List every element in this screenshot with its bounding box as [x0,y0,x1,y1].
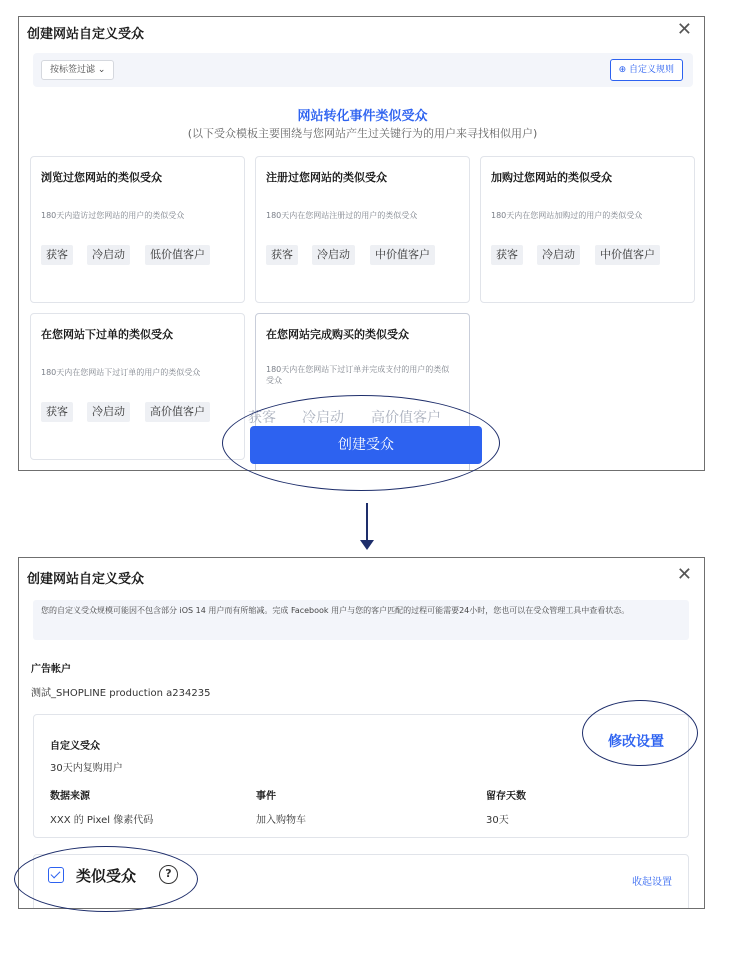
template-card-browse[interactable] [30,156,245,303]
template-card-register[interactable] [255,156,470,303]
card-title: 注册过您网站的类似受众 [266,171,387,184]
close-icon[interactable]: ✕ [676,19,692,40]
tag: 中价值客户 [370,245,435,265]
highlight-ellipse-create [222,395,500,491]
faded-tag: 获客 [248,410,276,426]
card-title: 加购过您网站的类似受众 [491,171,612,184]
template-card-add-to-cart[interactable] [480,156,695,303]
faded-tag: 冷启动 [302,410,344,426]
custom-rule-button[interactable]: ⊕ 自定义规则 [610,59,683,81]
card-desc: 180天内在您网站加购过的用户的类似受众 [491,211,643,220]
tag: 冷启动 [537,245,580,265]
ad-account-label: 广告帐户 [31,664,71,675]
source-label: 数据来源 [50,791,90,802]
custom-audience-value: 30天内复购用户 [50,763,123,774]
retention-value: 30天 [486,815,509,826]
source-value: XXX 的 Pixel 像素代码 [50,815,154,826]
collapse-settings-link[interactable]: 收起设置 [632,877,672,888]
tag: 获客 [41,402,73,422]
card-desc: 180天内在您网站下过订单并完成支付的用户的类似受众 [266,365,450,385]
flow-arrow-line [366,503,368,543]
tag: 冷启动 [312,245,355,265]
card-title: 在您网站完成购买的类似受众 [266,328,409,341]
dialog-title: 创建网站自定义受众 [27,572,145,587]
ios14-notice: 您的自定义受众规模可能因不包含部分 iOS 14 用户而有所缩减。完成 Facebook 用户与您的客户匹配的过程可能需要24小时，您也可以在受众管理工具中查看状态。 [33,600,689,640]
template-card-ordered[interactable] [30,313,245,460]
tag-filter-dropdown[interactable]: 按标签过滤 ⌄ [41,60,114,80]
dialog-title: 创建网站自定义受众 [27,27,145,42]
card-desc: 180天内在您网站注册过的用户的类似受众 [266,211,418,220]
highlight-ellipse-similar [14,846,198,912]
highlight-ellipse-edit [582,700,698,766]
tag: 冷启动 [87,245,130,265]
card-desc: 180天内在您网站下过订单的用户的类似受众 [41,368,201,377]
edit-settings-link[interactable]: 修改设置 [608,734,664,750]
help-icon[interactable]: ? [159,865,178,884]
faded-tag: 高价值客户 [371,410,441,426]
retention-label: 留存天数 [486,791,526,802]
tag: 获客 [266,245,298,265]
tag: 中价值客户 [595,245,660,265]
ad-account-value: 测試_SHOPLINE production a234235 [31,688,211,699]
tag: 获客 [41,245,73,265]
close-icon[interactable]: ✕ [676,564,692,585]
tag: 高价值客户 [145,402,210,422]
flow-arrow-head [360,540,374,550]
section-title: 网站转化事件类似受众 [297,109,428,124]
event-label: 事件 [256,791,276,802]
event-value: 加入购物车 [256,815,306,826]
card-title: 在您网站下过单的类似受众 [41,328,173,341]
card-desc: 180天内造访过您网站的用户的类似受众 [41,211,185,220]
custom-audience-label: 自定义受众 [50,741,100,752]
card-title: 浏览过您网站的类似受众 [41,171,162,184]
tag: 冷启动 [87,402,130,422]
similar-audience-label: 类似受众 [76,867,137,885]
filter-toolbar [33,53,693,87]
tag: 低价值客户 [145,245,210,265]
tag: 获客 [491,245,523,265]
create-audience-button[interactable]: 创建受众 [250,426,482,464]
section-subtitle: (以下受众模板主要围绕与您网站产生过关键行为的用户来寻找相似用户) [187,127,538,140]
